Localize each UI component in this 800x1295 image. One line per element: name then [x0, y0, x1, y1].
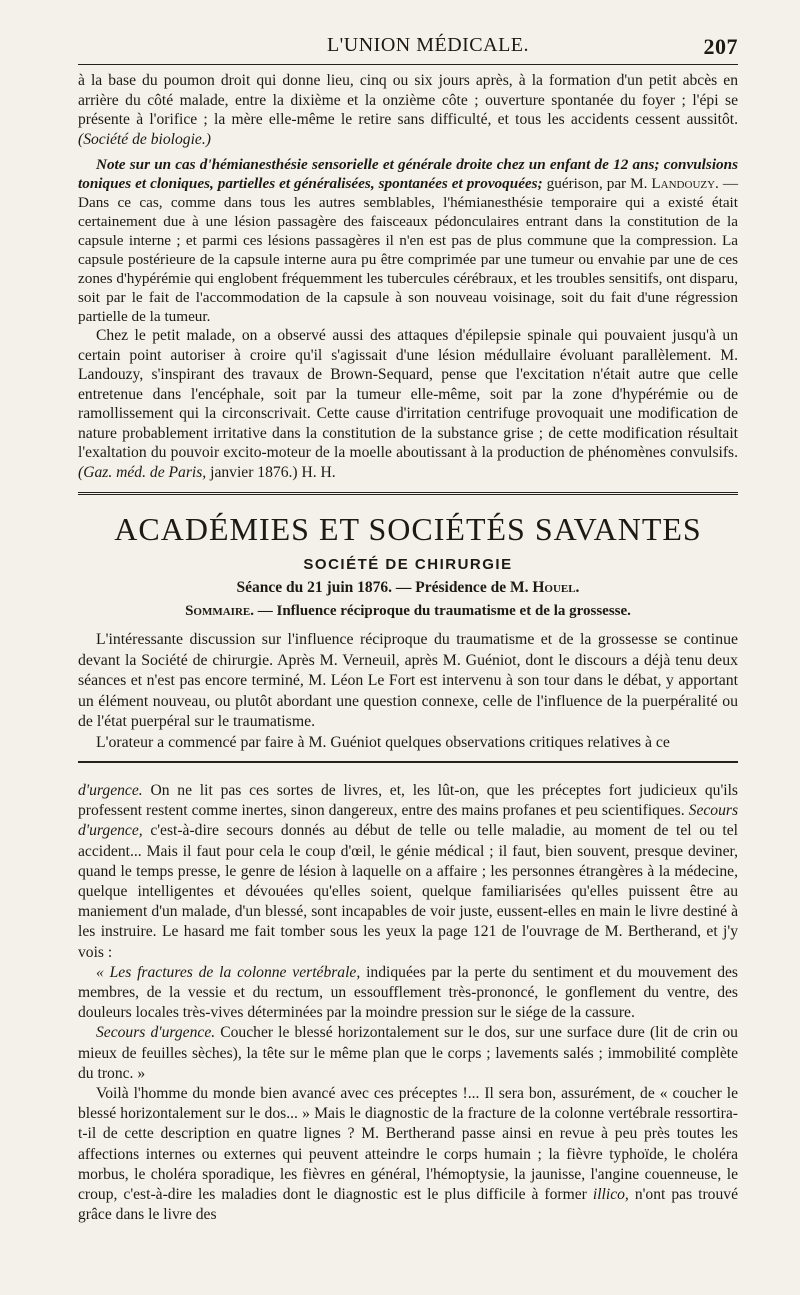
- quote-secours: Secours d'urgence. Coucher le blessé horizontalement sur le dos, sur une surface dure (lit de crin ou mieux de feuilles sèches), la tête sur le même plan que le corps ; lavements salés ; immobilité complète du tronc. »: [78, 1024, 738, 1082]
- paragraph-note-landouzy: Note sur un cas d'hémianesthésie sensorielle et générale droite chez un enfant de 12 ans; convulsions toniques et cloniques, partielles et généralisées, spontanées et provoquées; guérison, par M. Landouzy. — Dans ce cas, comme dans tous les autres semblables, l'hémianesthésie temporaire qui a existé était certainement due à une lésion passagère des faisceaux pédonculaires entrant dans la constitution de la capsule interne ; et parmi ces lésions passagères il n'en est pas de plus commune que la compression. La capsule postérieure de la capsule interne aura pu être comprimée par une tumeur ou envahie par une de ces zones d'hypérémie qui englobent fréquemment les tubercules cérébraux, et les troubles sensitifs, ont disparu, soit par le fait de l'accommodation de la capsule à son nouveau voisinage, soit du fait d'une régression partielle de la tumeur.: [78, 156, 739, 325]
- sommaire-label: Sommaire.: [185, 603, 254, 619]
- page-number: 207: [703, 34, 738, 59]
- seance-line: Séance du 21 juin 1876. — Présidence de M. Houel.: [236, 579, 580, 596]
- paragraph-epi: à la base du poumon droit qui donne lieu, cinq ou six jours après, à la formation d'un petit abcès en arrière du côté malade, entre la dixième et la onzième côte ; ouverture spontanée du foyer ; l'épi se présente à l'orifice ; la mère elle-même le retire sans difficulté, et tous les accidents cessent aussitôt. (Société de biologie.): [78, 72, 738, 148]
- source-date: janvier 1876.) H. H.: [210, 463, 336, 481]
- paragraph-epilepsie: Chez le petit malade, on a observé aussi des attaques d'épilepsie spinale qui pouvaient jusqu'à un certain point autoriser à croire qu'il s'agissait d'une lésion médullaire évoluant parallèlement. M. Landouzy, s'inspirant des travaux de Brown-Sequard, pense que l'excitation n'était autre que celle entretenue dans l'encéphale, soit par la tumeur elle-même, soit par la zone d'hypérémie ou de ramollissement qui la circonscrivait. Cette cause d'irritation centrifuge provoquait une modification de nature probablement irritative dans la constitution de la substance grise ; de cette modification résultait l'exaltation du pouvoir excito-moteur de la moelle aboutissant à la production de phénomènes convulsifs. (Gaz. méd. de Paris, janvier 1876.) H. H.: [78, 327, 738, 481]
- note-title: Note sur un cas d'hémianesthésie sensorielle et générale droite chez un enfant de 12 ans; convulsions toniques et cloniques, partielles et généralisées, spontanées et provoquées;: [78, 156, 738, 192]
- feuilleton: [78, 781, 738, 1225]
- header-rule: [78, 64, 738, 65]
- section-title: ACADÉMIES ET SOCIÉTÉS SAVANTES: [114, 511, 702, 547]
- running-head: [78, 34, 738, 64]
- quote-fractures: « Les fractures de la colonne vertébrale, indiquées par la perte du sentiment et du mouvement des membres, de la vessie et du rectum, un essoufflement très-prononcé, le gonflement du ventre, des douleurs locales très-vives déterminées par la moindre pression sur le siége de la cassure.: [78, 963, 738, 1022]
- paragraph-urgence: d'urgence. On ne lit pas ces sortes de livres, et, les lût-on, que les préceptes fort judicieux qu'ils professent restent comme inertes, sinon dangereux, entre des mains profanes et peu scientifiques. Secours d'urgence, c'est-à-dire secours donnés au début de telle ou telle maladie, au moment de tel ou tel accident... Mais il faut pour cela le coup d'œil, le génie médical ; il faut, bien souvent, presque deviner, quand le temps presse, le genre de lésion à laquelle on a affaire ; les personnes étrangères à la médecine, quelque intelligentes et dévouées qu'elles soient, quelque familiarisées qu'elles puissent être au maniement d'un malade, d'un blessé, sont incapables de voir juste, eussent-elles en main le livre destiné à les instruire. Le hasard me fait tomber sous les yeux la page 121 de l'ouvrage de M. Bertherand, et j'y vois :: [78, 782, 739, 961]
- author-name: Landouzy.: [651, 175, 719, 192]
- sommaire-line: Sommaire. — Influence réciproque du traumatisme et de la grossesse.: [185, 603, 631, 619]
- journal-title: L'UNION MÉDICALE.: [326, 34, 530, 56]
- society-heading: SOCIÉTÉ DE CHIRURGIE: [303, 556, 513, 573]
- section-rule: [78, 492, 738, 495]
- section-body: [78, 630, 738, 753]
- paragraph-discussion: L'intéressante discussion sur l'influence réciproque du traumatisme et de la grossesse se continue devant la Société de chirurgie. Après M. Verneuil, après M. Guéniot, dont le discours a déjà tenu deux séances et n'est pas encore terminé, M. Léon Le Fort est intervenu à son tour dans le débat, y apportant un élément nouveau, ou plutôt abordant une question connexe, celle de l'influence de la puerpéralité ou de l'état puerpéral sur le traumatisme.: [78, 631, 738, 730]
- feuilleton-rule: [78, 761, 738, 763]
- paragraph-voila: Voilà l'homme du monde bien avancé avec ces préceptes !... Il sera bon, assurément, de « coucher le blessé horizontalement sur le dos... » Mais le diagnostic de la fracture de la colonne vertébrale ressortira-t-il de cette description en quatre lignes ? M. Bertherand passe ainsi en revue à peu près toutes les affections internes ou externes qui peuvent atteindre le corps humain ; la fièvre typhoïde, le choléra morbus, le choléra sporadique, les fièvres en général, l'hémoptysie, la jaunisse, l'angine couenneuse, le croup, c'est-à-dire les maladies dont le diagnostic est le plus difficile à former illico, n'ont pas trouvé grâce dans le livre des: [78, 1085, 738, 1224]
- source-citation: (Société de biologie.): [78, 130, 211, 148]
- president-name: Houel.: [532, 579, 580, 596]
- paragraph-orateur: L'orateur a commencé par faire à M. Guéniot quelques observations critiques relatives à ce: [96, 733, 670, 751]
- block-analyses: [78, 71, 738, 482]
- source-gazette: (Gaz. méd. de Paris,: [78, 463, 207, 481]
